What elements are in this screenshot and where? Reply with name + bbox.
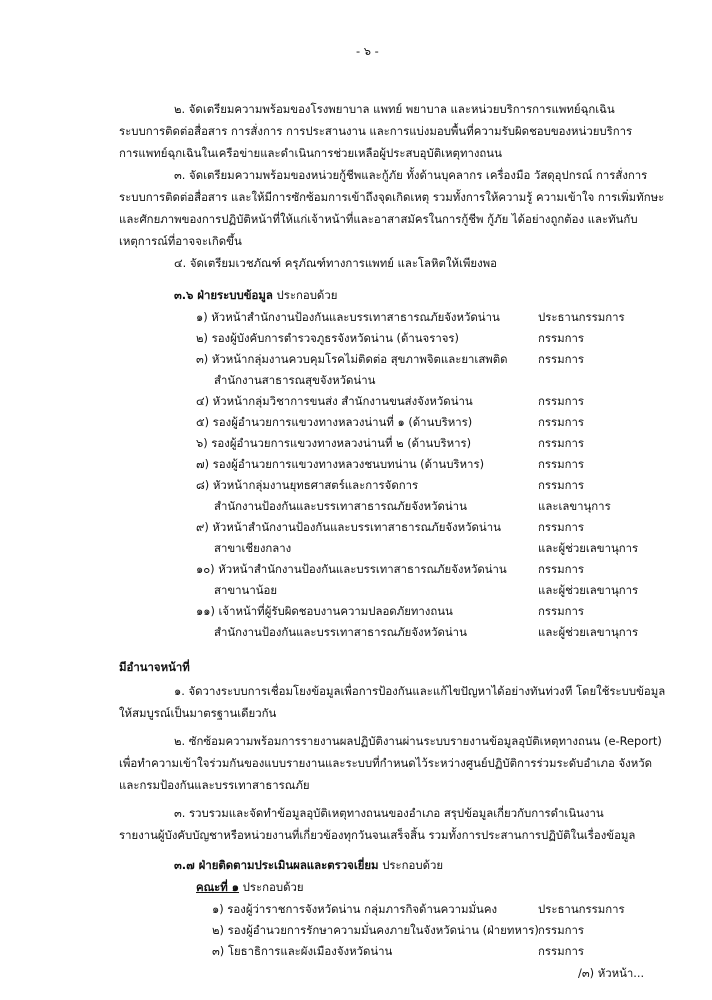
member-line: ๖) รองผู้อำนวยการแขวงทางหลวงน่านที่ ๒ (ด้านบริหาร) xyxy=(196,436,472,450)
duties-heading: มีอำนาจหน้าที่ xyxy=(119,660,190,674)
team-1-heading xyxy=(196,880,304,894)
team-1-suffix: ประกอบด้วย xyxy=(239,880,304,894)
section-36-suffix: ประกอบด้วย xyxy=(272,288,338,302)
member-role: กรรมการ xyxy=(538,331,585,345)
duty-2-line: ๒. ซักซ้อมความพร้อมการรายงานผลปฏิบัติงานผ่านระบบรายงานข้อมูลอุบัติเหตุทางถนน (e-Report) xyxy=(174,734,662,748)
member-role: กรรมการ xyxy=(538,604,585,618)
member-line: ๙) หัวหน้าสำนักงานป้องกันและบรรเทาสาธารณภัยจังหวัดน่าน xyxy=(196,520,501,534)
team-member-role: กรรมการ xyxy=(538,944,585,958)
duty-1-line: ๑. จัดวางระบบการเชื่อมโยงข้อมูลเพื่อการป้องกันและแก้ไขปัญหาได้อย่างทันท่วงที โดยใช้ระบบข้อมูล xyxy=(174,684,666,698)
member-line: สำนักงานป้องกันและบรรเทาสาธารณภัยจังหวัดน่าน xyxy=(214,499,467,513)
member-line: ๑๐) หัวหน้าสำนักงานป้องกันและบรรเทาสาธารณภัยจังหวัดน่าน xyxy=(196,562,507,576)
section-37-heading xyxy=(174,858,443,872)
member-line: ๑๑) เจ้าหน้าที่ผู้รับผิดชอบงานความปลอดภัยทางถนน xyxy=(196,604,453,618)
member-role: กรรมการ xyxy=(538,436,585,450)
member-role: ประธานกรรมการ xyxy=(538,310,625,324)
continuation-marker: /๓) หัวหน้า... xyxy=(578,966,645,980)
duty-1-line: ให้สมบูรณ์เป็นมาตรฐานเดียวกัน xyxy=(119,706,277,720)
team-member-role: กรรมการ xyxy=(538,923,585,937)
member-line: ๗) รองผู้อำนวยการแขวงทางหลวงชนบทน่าน (ด้านบริหาร) xyxy=(196,457,485,471)
member-line: สาขานาน้อย xyxy=(214,583,278,597)
duty-3-line: ๓. รวบรวมและจัดทำข้อมูลอุบัติเหตุทางถนนของอำเภอ สรุปข้อมูลเกี่ยวกับการดำเนินงาน xyxy=(174,806,604,820)
team-1-label: คณะที่ ๑ xyxy=(196,880,240,894)
member-line: ๔) หัวหน้ากลุ่มวิชาการขนส่ง สำนักงานขนส่งจังหวัดน่าน xyxy=(196,394,473,408)
member-role: กรรมการ xyxy=(538,394,585,408)
member-line: ๓) หัวหน้ากลุ่มงานควบคุมโรคไม่ติดต่อ สุขภาพจิตและยาเสพติด xyxy=(196,352,508,366)
paragraph-2-line: ระบบการติดต่อสื่อสาร การสั่งการ การประสานงาน และการแบ่งมอบพื้นที่ความรับผิดชอบของหน่วยบริการ xyxy=(119,124,633,138)
member-role: กรรมการ xyxy=(538,520,585,534)
duty-2-line: และกรมป้องกันและบรรเทาสาธารณภัย xyxy=(119,778,310,792)
duty-2-line: เพื่อทำความเข้าใจร่วมกันของแบบรายงานและระบบที่กำหนดไว้ระหว่างศูนย์ปฏิบัติการร่วมระดับอำเภอ จังหวัด xyxy=(119,756,652,770)
duty-3-line: รายงานผู้บังคับบัญชาหรือหน่วยงานที่เกี่ยวข้องทุกวันจนเสร็จสิ้น รวมทั้งการประสานการปฏิบัติในเรื่องข้อมูล xyxy=(119,828,636,842)
member-line: สาขาเชียงกลาง xyxy=(214,541,292,555)
paragraph-3-line: ระบบการติดต่อสื่อสาร และให้มีการซักซ้อมการเข้าถึงจุดเกิดเหตุ รวมทั้งการให้ความรู้ ความเข้าใจ การเพิ่มทักษะ xyxy=(119,190,665,204)
section-37-suffix: ประกอบด้วย xyxy=(378,858,444,872)
team-member-line: ๑) รองผู้ว่าราชการจังหวัดน่าน กลุ่มภารกิจด้านความมั่นคง xyxy=(212,902,498,916)
team-member-line: ๒) รองผู้อำนวยการรักษาความมั่นคงภายในจังหวัดน่าน (ฝ่ายทหาร) xyxy=(212,923,539,937)
section-36-heading xyxy=(174,288,337,302)
member-role: และผู้ช่วยเลขานุการ xyxy=(538,583,639,597)
paragraph-2-line: ๒. จัดเตรียมความพร้อมของโรงพยาบาล แพทย์ พยาบาล และหน่วยบริการการแพทย์ฉุกเฉิน xyxy=(174,102,615,116)
team-member-role: ประธานกรรมการ xyxy=(538,902,625,916)
member-role: กรรมการ xyxy=(538,478,585,492)
member-line: สำนักงานสาธารณสุขจังหวัดน่าน xyxy=(214,373,376,387)
member-line: ๘) หัวหน้ากลุ่มงานยุทธศาสตร์และการจัดการ xyxy=(196,478,419,492)
paragraph-2-line: การแพทย์ฉุกเฉินในเครือข่ายและดำเนินการช่วยเหลือผู้ประสบอุบัติเหตุทางถนน xyxy=(119,146,502,160)
paragraph-3-line: และศักยภาพของการปฏิบัติหน้าที่ให้แก่เจ้าหน้าที่และอาสาสมัครในการกู้ชีพ กู้ภัย ได้อย่างถูกต้อง และทันกับ xyxy=(119,212,638,226)
member-line: ๒) รองผู้บังคับการตำรวจภูธรจังหวัดน่าน (ด้านจราจร) xyxy=(196,331,459,345)
member-role: กรรมการ xyxy=(538,352,585,366)
member-role: และผู้ช่วยเลขานุการ xyxy=(538,625,639,639)
member-role: และผู้ช่วยเลขานุการ xyxy=(538,541,639,555)
member-role: กรรมการ xyxy=(538,457,585,471)
section-37-title: ๓.๗ ฝ่ายติดตามประเมินผลและตรวจเยี่ยม xyxy=(174,858,379,872)
team-member-line: ๓) โยธาธิการและผังเมืองจังหวัดน่าน xyxy=(212,944,393,958)
member-line: สำนักงานป้องกันและบรรเทาสาธารณภัยจังหวัดน่าน xyxy=(214,625,467,639)
section-36-title: ๓.๖ ฝ่ายระบบข้อมูล xyxy=(174,288,273,302)
member-line: ๑) หัวหน้าสำนักงานป้องกันและบรรเทาสาธารณภัยจังหวัดน่าน xyxy=(196,310,500,324)
member-role: และเลขานุการ xyxy=(538,499,611,513)
paragraph-3-line: ๓. จัดเตรียมความพร้อมของหน่วยกู้ชีพและกู้ภัย ทั้งด้านบุคลากร เครื่องมือ วัสดุอุปกรณ์ การสั่งการ xyxy=(174,168,648,182)
member-role: กรรมการ xyxy=(538,415,585,429)
paragraph-3-line: เหตุการณ์ที่อาจจะเกิดขึ้น xyxy=(119,234,242,248)
member-line: ๕) รองผู้อำนวยการแขวงทางหลวงน่านที่ ๑ (ด้านบริหาร) xyxy=(196,415,473,429)
paragraph-4: ๔. จัดเตรียมเวชภัณฑ์ ครุภัณฑ์ทางการแพทย์ และโลหิตให้เพียงพอ xyxy=(174,256,497,270)
member-role: กรรมการ xyxy=(538,562,585,576)
page-number: - ๖ - xyxy=(356,44,379,58)
